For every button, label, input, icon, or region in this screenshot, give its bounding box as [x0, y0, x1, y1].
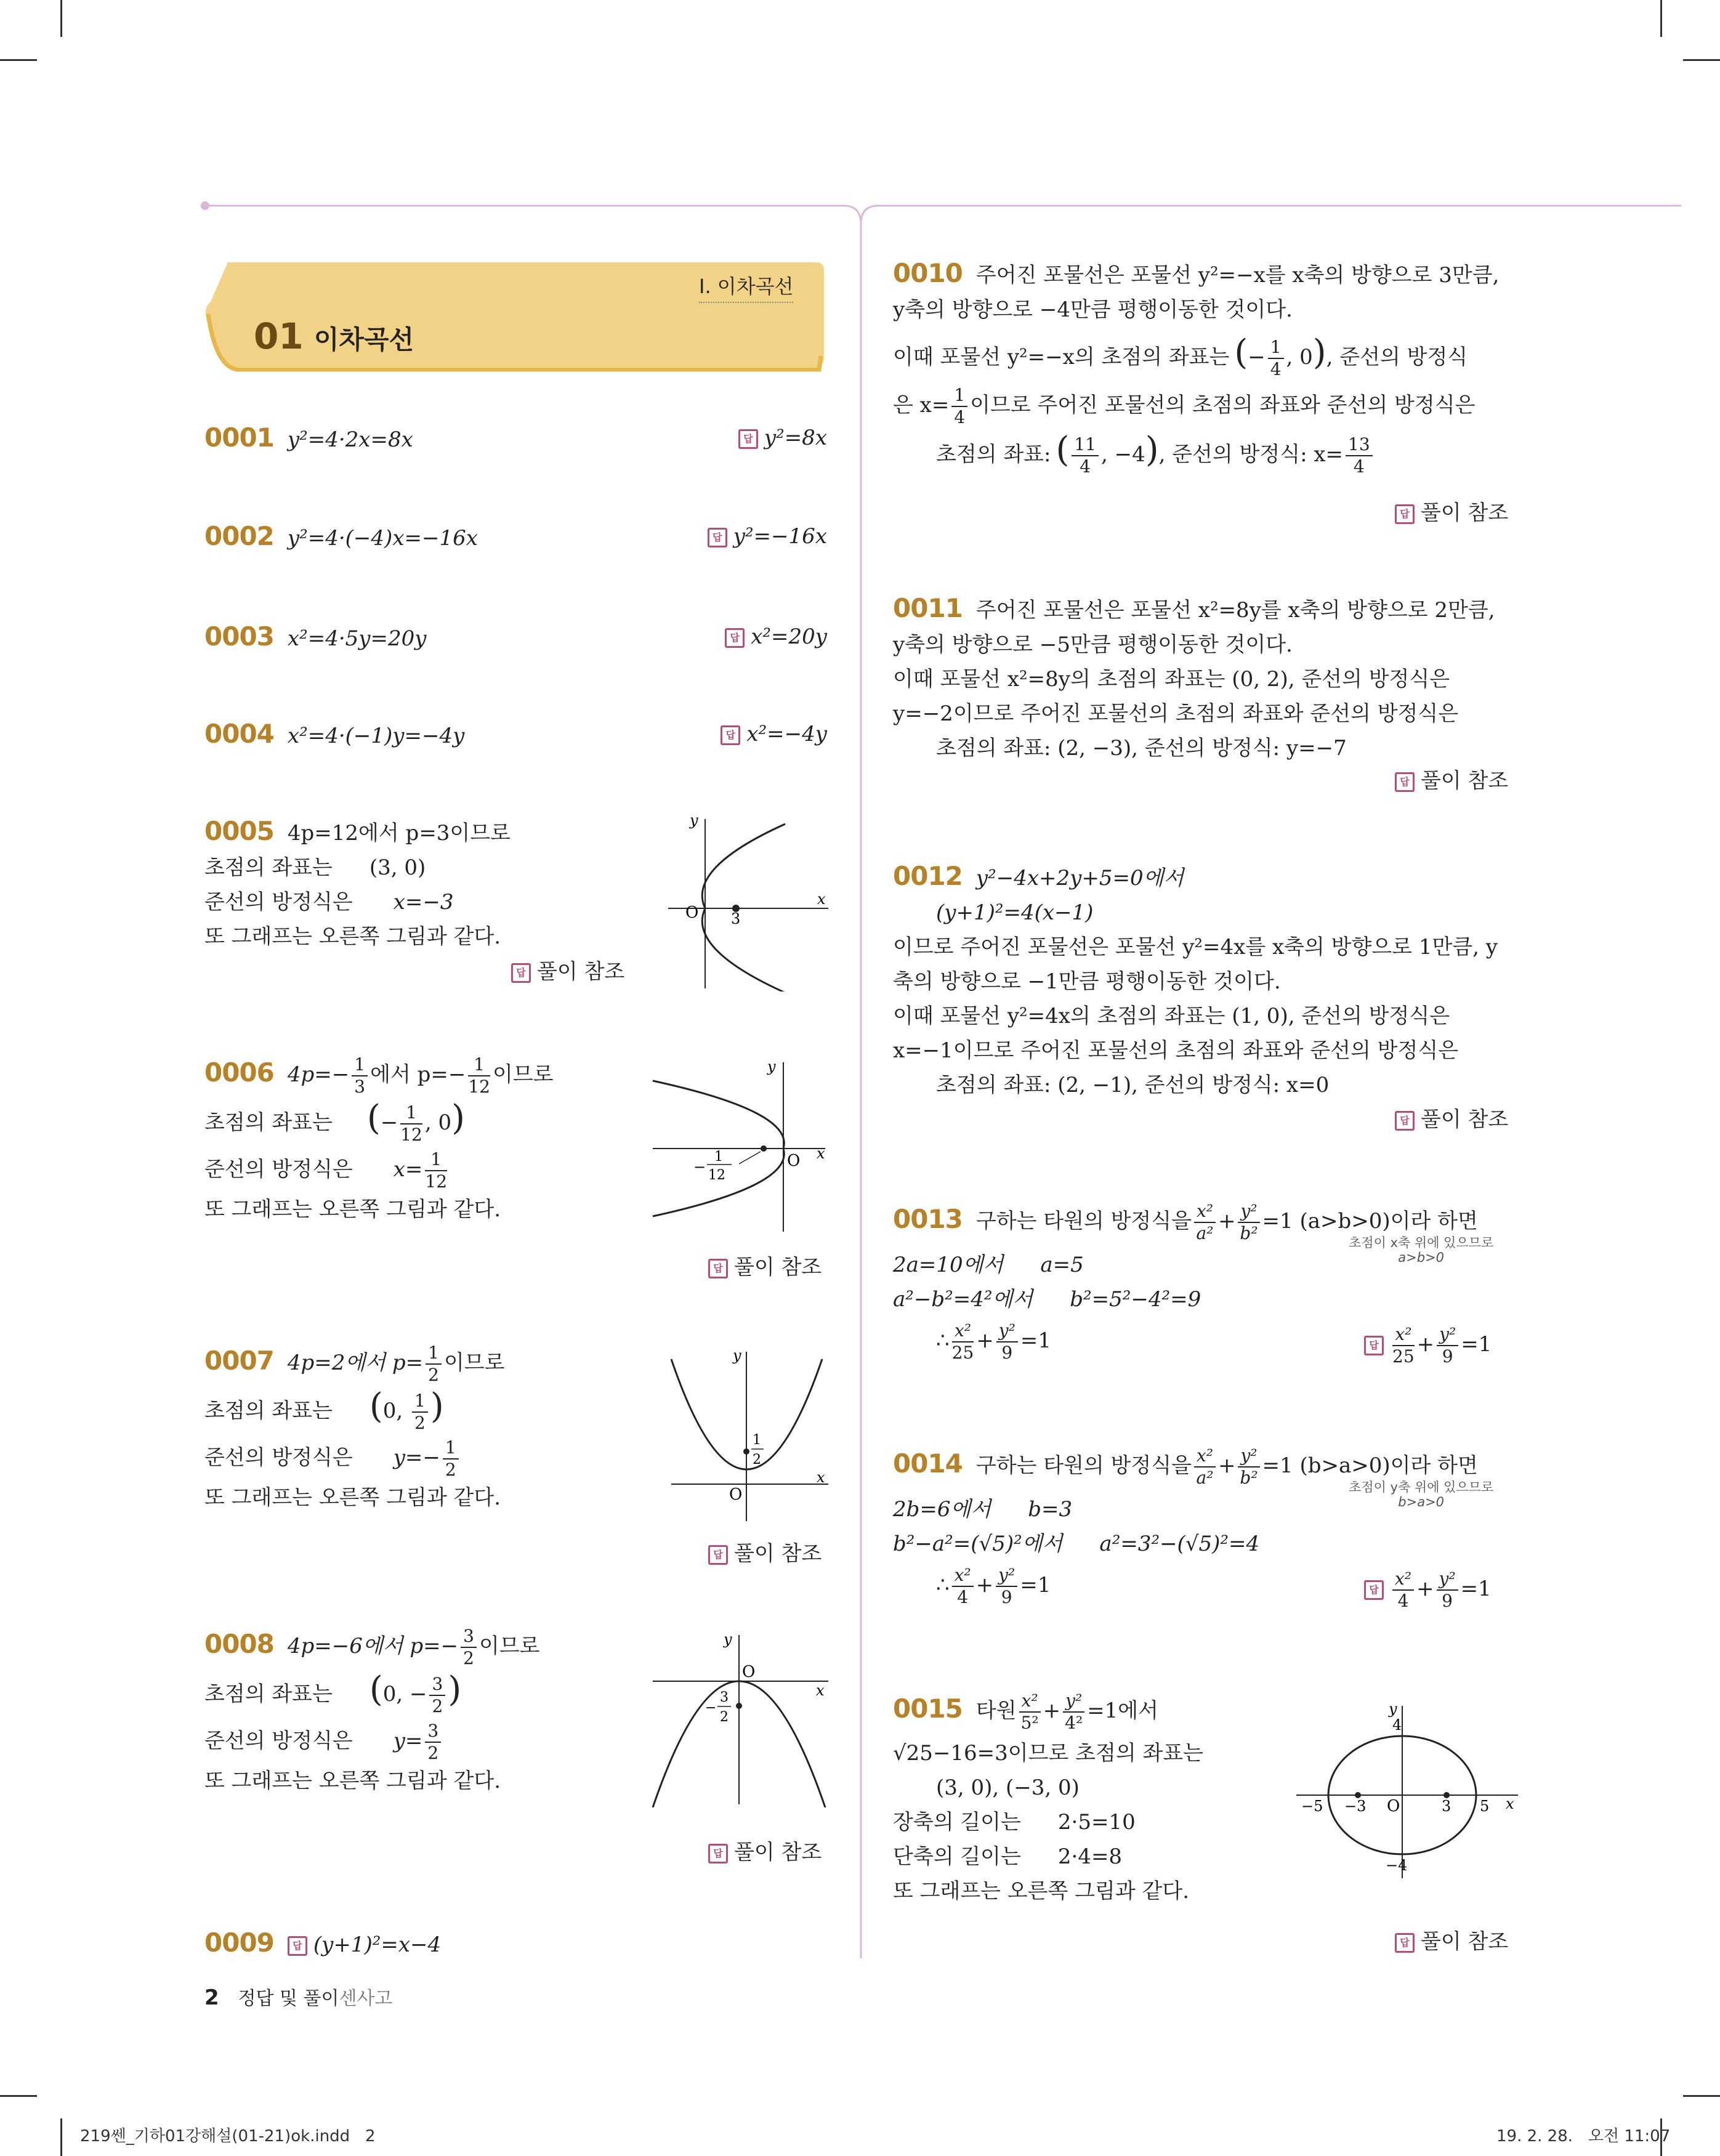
page-footer-label [204, 1983, 392, 2010]
problem-0012: 0012 y²−4x+2y+5=0에서 (y+1)²=4(x−1) 이므로 주어진 포물선은 포물선 y²=4x를 x축의 방향으로 1만큼, y 축의 방향으로 −1만큼 평행이동한 것이다. 이때 포물선 y²=4x의 초점의 좌표는 (1, 0), 준선의 방정식은 x=−1이므로 주어진 포물선의 초점의 좌표와 준선의 방정식은 초점의 좌표: (2, −1), 준선의 방정식: x=0 [893, 861, 1498, 1097]
graph-0015 [1290, 1697, 1524, 1881]
svg-text:O: O [787, 1152, 801, 1170]
svg-text:4: 4 [1392, 1716, 1402, 1734]
note-line: 초점이 x축 위에 있으므로 [1349, 1235, 1494, 1250]
svg-text:x: x [1506, 1795, 1514, 1812]
svg-text:y: y [767, 1058, 776, 1075]
section-title-text: 이차곡선 [313, 325, 414, 355]
svg-text:x: x [816, 1682, 825, 1699]
section-title [254, 315, 414, 357]
chapter-tab: Ⅰ. 이차곡선 [699, 271, 793, 303]
svg-text:x: x [817, 1469, 825, 1486]
section-banner [203, 259, 828, 376]
svg-text:12: 12 [708, 1168, 725, 1183]
svg-text:O: O [729, 1485, 743, 1504]
note-line: a>b>0 [1398, 1250, 1445, 1265]
problem-0013: 0013 구하는 타원의 방정식을 $\frac{\text{x²}}{\text{a²}}$ + $\frac{\text{y²}}{\text{b²}}$ =1 (a>b>0)이라 하면 초점이 x축 위에 있으므로 a>b>0 2a=10에서 a=5 a²−b²=4²에서 b²=5²−4²=9 ∴ $\frac{\text{x²}}{25}$ + $\frac{\text{y²}}{9}$ =1 [893, 1201, 1494, 1363]
ref-0012: 답 풀이 참조 [1395, 1102, 1508, 1133]
print-time: 19. 2. 28. 오전 11:07 [1496, 2127, 1671, 2146]
svg-text:x: x [817, 1145, 825, 1162]
graph-0008 [650, 1629, 831, 1807]
answer-0002: 답 y²=−16x [708, 519, 827, 554]
book-label: 정답 및 풀이 [238, 1988, 339, 2009]
page-number: 2 [204, 1985, 219, 2010]
crop-mark [0, 2095, 37, 2097]
svg-text:−: − [693, 1158, 706, 1176]
problem-0001: 0001 y²=4·2x=8x [204, 422, 413, 453]
answer-0013: 답 $\frac{\text{x²}}{25}$ + $\frac{\text{y²}}{9}$ =1 [1364, 1324, 1492, 1367]
svg-text:−3: −3 [1344, 1798, 1367, 1815]
svg-text:y: y [1389, 1700, 1397, 1718]
problem-0015: 0015 타원 $\frac{\text{x²}}{\text{5²}}$ + $\frac{\text{y²}}{\text{4²}}$ =1에서 √25−16=3이므로 초점의 좌표는 (3, 0), (−3, 0) 장축의 길이는 2·5=10 단축의 길이는 2·4=8 또 그래프는 오른쪽 그림과 같다. [893, 1690, 1204, 1904]
problem-0014: 0014 구하는 타원의 방정식을 $\frac{\text{x²}}{\text{a²}}$ + $\frac{\text{y²}}{\text{b²}}$ =1 (b>a>0)이라 하면 초점이 y축 위에 있으므로 b>a>0 2b=6에서 b=3 b²−a²=(√5)²에서 a²=3²−(√5)²=4 ∴ $\frac{\text{x²}}{4}$ + $\frac{\text{y²}}{9}$ =1 [893, 1445, 1494, 1607]
svg-text:1: 1 [714, 1149, 723, 1165]
graph-0007 [665, 1346, 831, 1524]
graph-0005 [662, 813, 834, 991]
ref-0011: 답 풀이 참조 [1395, 764, 1508, 794]
book-label-overlay: 센사고 [339, 1988, 393, 2009]
crop-mark [1683, 2095, 1720, 2097]
file-info: 219쎈_기하01강해설(01-21)ok.indd 2 [80, 2127, 376, 2146]
crop-mark [60, 2118, 62, 2156]
note-line: 초점이 y축 위에 있으므로 [1349, 1480, 1494, 1495]
problem-0010: 0010 주어진 포물선은 포물선 y²=−x를 x축의 방향으로 3만큼, y축의 방향으로 −4만큼 평행이동한 것이다. 이때 포물선 y²=−x의 초점의 좌표는 (− $\frac{1}{4}$ , 0), 준선의 방정식 은 x= $\frac{1}{4}$ 이므로 주어진 포물선의 초점의 좌표와 준선의 방정식은 초점의 좌표: ( $\frac{11}{4}$ , −4), 준선의 방정식: x= $\frac{13}{4}$ [893, 258, 1500, 477]
axis-y-label: y [690, 813, 698, 829]
svg-text:O: O [1387, 1797, 1400, 1815]
answer-0001: 답 y²=8x [738, 421, 827, 455]
problem-0006: 0006 4p=− $\frac{1}{3}$ 에서 p=− $\frac{1}{12}$ 이므로 초점의 좌표는 (− $\frac{1}{12}$ , 0) 준선의 방정식은 x= $\frac{1}{12}$ 또 그래프는 오른쪽 그림과 같다. [204, 1054, 554, 1222]
ref-0015: 답 풀이 참조 [1395, 1924, 1508, 1955]
svg-text:−: − [705, 1700, 717, 1716]
problem-0007: 0007 4p=2에서 p= $\frac{1}{2}$ 이므로 초점의 좌표는 (0, $\frac{1}{2}$ ) 준선의 방정식은 y=− $\frac{1}{2}$ 또 그래프는 오른쪽 그림과 같다. [204, 1342, 505, 1510]
svg-text:3: 3 [720, 1690, 729, 1705]
svg-text:1: 1 [753, 1432, 761, 1448]
svg-text:O: O [742, 1663, 756, 1681]
svg-text:y: y [724, 1631, 732, 1648]
ref-0005: 답 풀이 참조 [511, 955, 624, 985]
problem-0009: 0009 답 (y+1)²=x−4 [204, 1928, 442, 1958]
note-line: b>a>0 [1398, 1495, 1445, 1509]
ref-0008: 답 풀이 참조 [708, 1835, 822, 1865]
problem-0002: 0002 y²=4·(−4)x=−16x [204, 521, 478, 551]
answer-0003: 답 x²=20y [725, 620, 827, 654]
ref-0006: 답 풀이 참조 [708, 1250, 822, 1280]
answer-0014: 답 $\frac{\text{x²}}{4}$ + $\frac{\text{y²}}{9}$ =1 [1364, 1569, 1492, 1612]
origin-label: O [685, 903, 699, 922]
problem-0011: 0011 주어진 포물선은 포물선 x²=8y를 x축의 방향으로 2만큼, y축의 방향으로 −5만큼 평행이동한 것이다. 이때 포물선 x²=8y의 초점의 좌표는 (0, 2), 준선의 방정식은 y=−2이므로 주어진 포물선의 초점의 좌표와 준선의 방정식은 초점의 좌표: (2, −3), 준선의 방정식: y=−7 [893, 593, 1495, 761]
ref-0007: 답 풀이 참조 [708, 1536, 822, 1567]
problem-0008: 0008 4p=−6에서 p=− $\frac{3}{2}$ 이므로 초점의 좌표는 (0, − $\frac{3}{2}$ ) 준선의 방정식은 y= $\frac{3}{2}$ 또 그래프는 오른쪽 그림과 같다. [204, 1626, 540, 1793]
svg-text:2: 2 [720, 1710, 729, 1725]
answer-0004: 답 x²=−4y [721, 717, 827, 751]
problem-0004: 0004 x²=4·(−1)y=−4y [204, 719, 465, 749]
svg-text:2: 2 [753, 1452, 761, 1468]
tick-label: 3 [731, 910, 741, 927]
problem-0005: 0005 4p=12에서 p=3이므로 초점의 좌표는 (3, 0) 준선의 방정식은 x=−3 또 그래프는 오른쪽 그림과 같다. [204, 816, 511, 949]
ref-0010: 답 풀이 참조 [1395, 496, 1508, 526]
graph-0006 [647, 1056, 831, 1235]
section-num: 01 [254, 315, 304, 357]
problem-0003: 0003 x²=4·5y=20y [204, 621, 427, 652]
svg-text:−4: −4 [1386, 1857, 1408, 1874]
svg-text:y: y [733, 1347, 741, 1364]
axis-x-label: x [817, 890, 826, 908]
svg-text:5: 5 [1480, 1798, 1490, 1815]
svg-text:3: 3 [1442, 1798, 1452, 1815]
svg-text:−5: −5 [1301, 1798, 1323, 1815]
